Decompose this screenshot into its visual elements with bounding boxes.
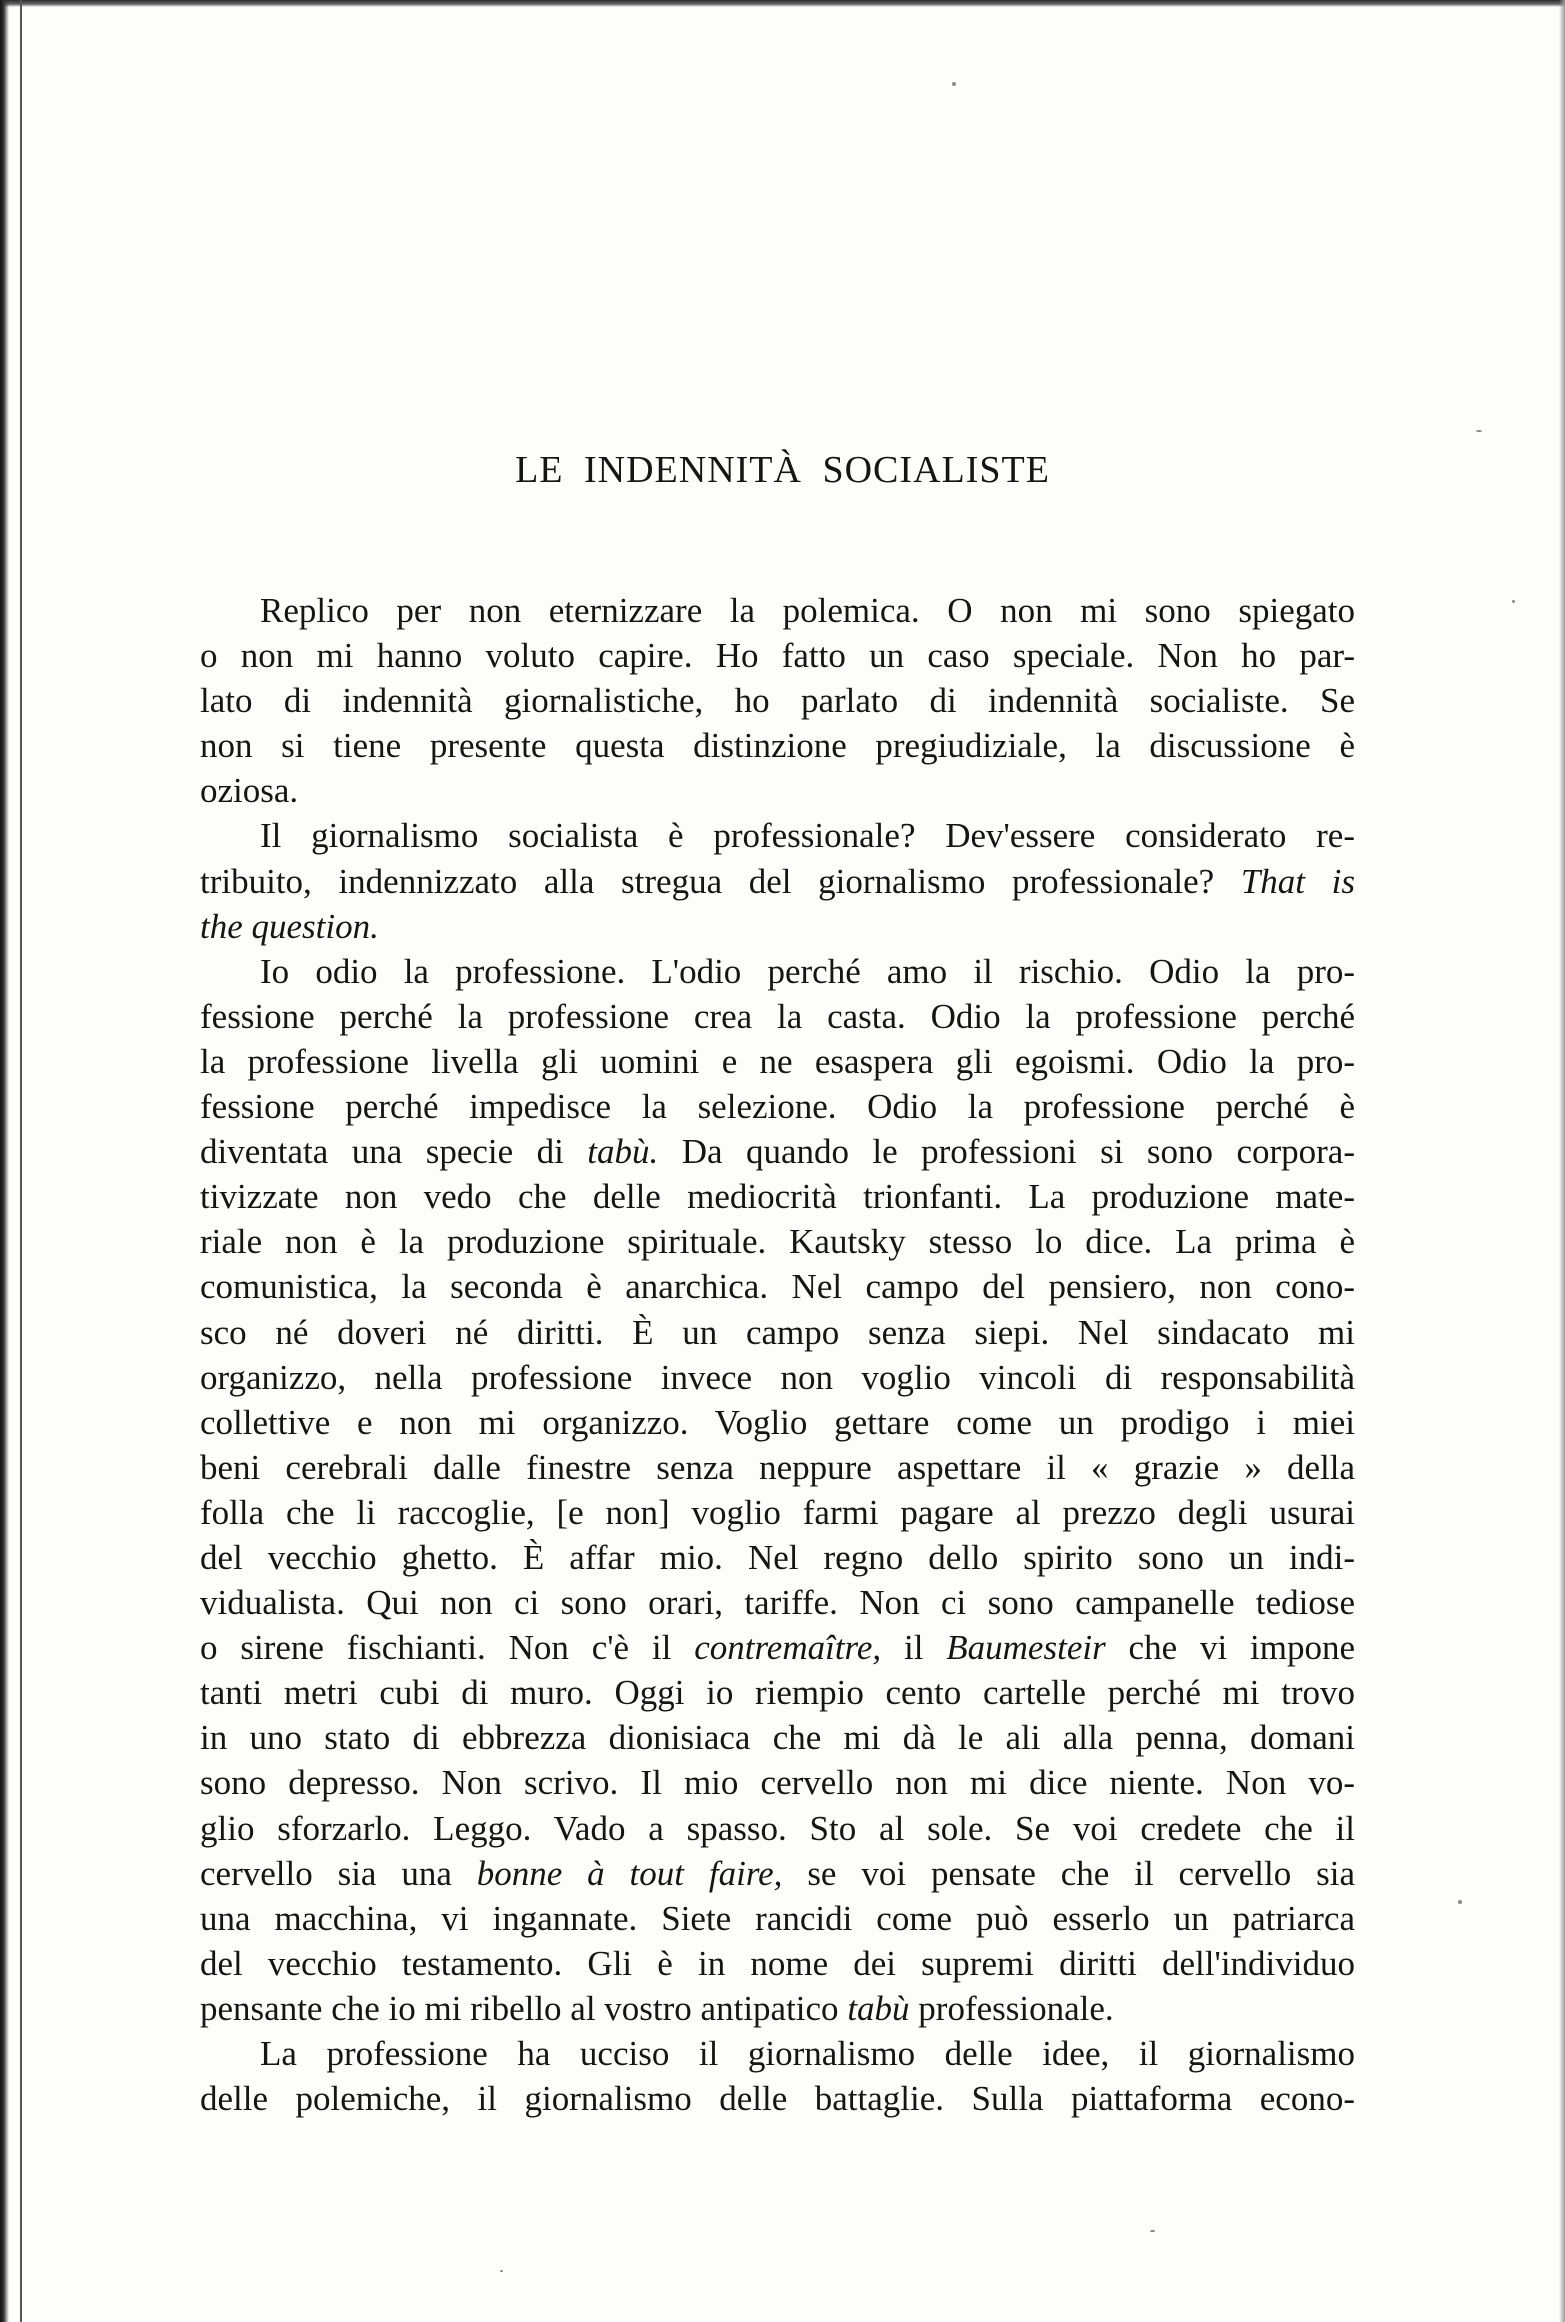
text-line	[200, 1219, 1355, 1264]
text-run: tribuito, indennizzato alla stregua del giornalismo professionale?	[200, 861, 1241, 901]
text-line	[200, 1535, 1355, 1580]
scan-speck	[1476, 430, 1482, 432]
text-line	[200, 1039, 1355, 1084]
text-run: organizzo, nella professione invece non voglio vincoli di responsabilità	[200, 1357, 1355, 1397]
text-run: tivizzate non vedo che delle mediocrità trionfanti. La produzione mate-	[200, 1177, 1355, 1217]
italic-text: tabù.	[587, 1132, 659, 1172]
text-run: sono depresso. Non scrivo. Il mio cervello non mi dice niente. Non vo-	[200, 1763, 1355, 1803]
text-run: non si tiene presente questa distinzione pregiudiziale, la discussione è	[200, 726, 1355, 766]
text-line	[200, 2031, 1355, 2076]
text-line	[200, 1670, 1355, 1715]
text-run: la professione livella gli uomini e ne esaspera gli egoismi. Odio la pro-	[200, 1041, 1355, 1081]
scan-speck	[1150, 2230, 1155, 2232]
text-line	[200, 1264, 1355, 1309]
text-run: diventata una specie di	[200, 1132, 588, 1172]
text-run: riale non è la produzione spirituale. Kautsky stesso lo dice. La prima è	[200, 1222, 1355, 1262]
text-line	[200, 1310, 1355, 1355]
text-run: lato di indennità giornalistiche, ho parlato di indennità socialiste. Se	[200, 681, 1355, 721]
text-line	[200, 2076, 1355, 2121]
text-line	[200, 904, 1355, 949]
text-line	[200, 1490, 1355, 1535]
text-line	[200, 859, 1355, 904]
text-run: folla che li raccoglie, [e non] voglio farmi pagare al prezzo degli usurai	[200, 1492, 1355, 1532]
text-run: comunistica, la seconda è anarchica. Nel campo del pensiero, non cono-	[200, 1267, 1355, 1307]
text-line	[200, 1084, 1355, 1129]
text-line	[200, 1806, 1355, 1851]
text-run: glio sforzarlo. Leggo. Vado a spasso. Sto al sole. Se voi credete che il	[200, 1808, 1355, 1848]
text-run: La professione ha ucciso il giornalismo delle idee, il giornalismo	[260, 2034, 1355, 2073]
text-run: collettive e non mi organizzo. Voglio gettare come un prodigo i miei	[200, 1402, 1355, 1442]
text-line	[200, 1580, 1355, 1625]
text-run: in uno stato di ebbrezza dionisiaca che mi dà le ali alla penna, domani	[200, 1718, 1355, 1758]
text-run: fessione perché impedisce la selezione. Odio la professione perché è	[200, 1087, 1355, 1127]
text-line	[200, 678, 1355, 723]
scan-left-edge	[0, 0, 9, 2322]
scan-right-edge	[1559, 0, 1565, 2322]
scan-speck	[500, 2270, 503, 2272]
text-line	[200, 1400, 1355, 1445]
text-line	[200, 994, 1355, 1039]
scan-speck	[952, 82, 956, 86]
text-run: il	[881, 1628, 947, 1668]
text-run: Il giornalismo socialista è professionale? Dev'essere considerato re-	[260, 816, 1355, 856]
text-line	[200, 1851, 1355, 1896]
italic-text: Baumesteir	[946, 1628, 1106, 1668]
scan-speck	[1512, 600, 1515, 603]
text-run: Replico per non eternizzare la polemica. O non mi sono spiegato	[260, 591, 1355, 630]
text-line	[200, 588, 1355, 633]
italic-text: bonne à tout faire,	[476, 1853, 783, 1893]
scan-top-edge	[0, 0, 1565, 7]
text-run: pensante che io mi ribello al vostro antipatico	[200, 1988, 848, 2028]
text-run: oziosa.	[200, 771, 299, 811]
text-run: fessione perché la professione crea la casta. Odio la professione perché	[200, 996, 1355, 1036]
text-run: del vecchio testamento. Gli è in nome dei supremi diritti dell'individuo	[200, 1943, 1355, 1983]
page-title: LE INDENNITÀ SOCIALISTE	[515, 449, 1050, 491]
italic-text: contremaître,	[694, 1628, 882, 1668]
text-line	[200, 1625, 1355, 1670]
italic-text: the question.	[200, 906, 379, 946]
italic-text: That is	[1240, 861, 1355, 901]
scan-binding-line	[20, 0, 22, 2322]
text-line	[200, 1941, 1355, 1986]
text-line	[200, 1986, 1355, 2031]
text-line	[200, 813, 1355, 858]
text-line	[200, 723, 1355, 768]
text-run: una macchina, vi ingannate. Siete rancidi come può esserlo un patriarca	[200, 1898, 1355, 1938]
text-line	[200, 1896, 1355, 1941]
text-run: beni cerebrali dalle finestre senza neppure aspettare il « grazie » della	[200, 1447, 1355, 1487]
body-text	[200, 588, 1355, 2121]
text-line	[200, 1715, 1355, 1760]
text-line	[200, 1355, 1355, 1400]
text-run: che vi impone	[1105, 1628, 1355, 1668]
italic-text: tabù	[847, 1988, 910, 2028]
text-run: sco né doveri né diritti. È un campo senza siepi. Nel sindacato mi	[200, 1312, 1355, 1352]
text-line	[200, 1129, 1355, 1174]
text-line	[200, 633, 1355, 678]
text-run: professionale.	[909, 1988, 1114, 2028]
text-line	[200, 1174, 1355, 1219]
text-run: o non mi hanno voluto capire. Ho fatto un caso speciale. Non ho par-	[200, 636, 1355, 676]
text-run: tanti metri cubi di muro. Oggi io riempio cento cartelle perché mi trovo	[200, 1673, 1355, 1713]
text-run: o sirene fischianti. Non c'è il	[200, 1628, 695, 1668]
text-line	[200, 768, 1355, 813]
text-run: Io odio la professione. L'odio perché amo il rischio. Odio la pro-	[260, 951, 1355, 991]
text-line	[200, 1760, 1355, 1805]
text-run: del vecchio ghetto. È affar mio. Nel regno dello spirito sono un indi-	[200, 1537, 1355, 1577]
text-run: vidualista. Qui non ci sono orari, tariffe. Non ci sono campanelle tediose	[200, 1583, 1355, 1623]
text-line	[200, 949, 1355, 994]
text-line	[200, 1445, 1355, 1490]
text-run: delle polemiche, il giornalismo delle battaglie. Sulla piattaforma econo-	[200, 2079, 1355, 2119]
text-run: cervello sia una	[200, 1853, 477, 1893]
text-run: se voi pensate che il cervello sia	[782, 1853, 1356, 1893]
text-run: Da quando le professioni si sono corpora-	[658, 1132, 1356, 1172]
scan-speck	[1458, 1900, 1462, 1904]
